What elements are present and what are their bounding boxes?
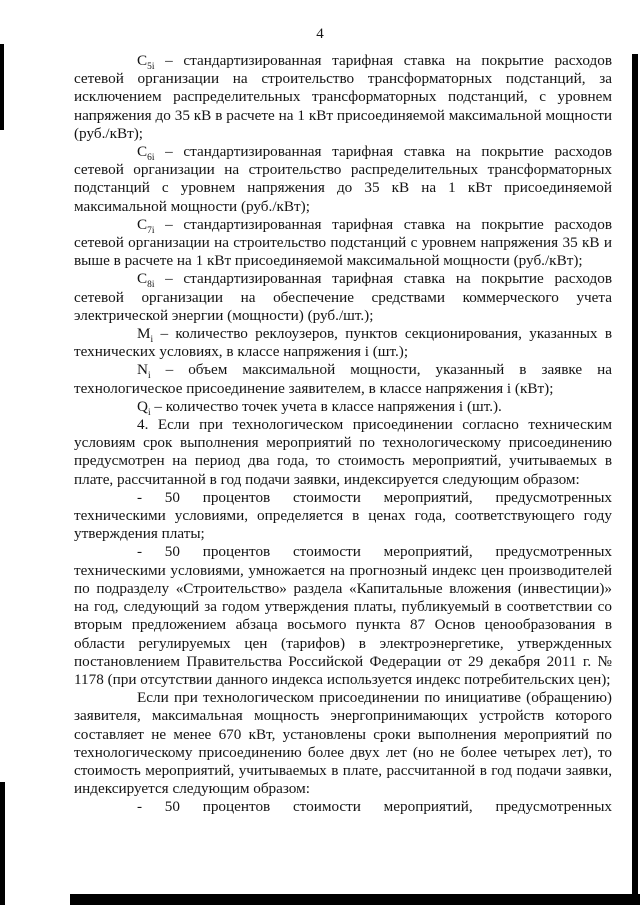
para-item-4 bbox=[74, 416, 612, 489]
term-subscript: i bbox=[150, 335, 154, 346]
para-text: - 50 процентов стоимости мероприятий, предусмотренных техническими условиями, умножается на прогнозный индекс цен производителей по подразделу «Строительство» раздела «Капитальные вложения (инвестиции)» на год, следующий за годом утверждения платы, публикуемый в соответствии со вторым предложением абзаца восьмого пункта 87 Основ ценообразования в области регулируемых цен (тарифов) в электроэнергетике, утвержденных постановлением Правительства Российской Федерации от 29 декабря 2011 г. № 1178 (при отсутствии данного индекса используется индекс потребительских цен); bbox=[74, 543, 612, 688]
term-letter: С bbox=[137, 143, 148, 161]
term-c6i bbox=[137, 143, 155, 164]
term-subscript: i bbox=[147, 371, 151, 382]
para-text: - 50 процентов стоимости мероприятий, предусмотренных техническими условиями, определяется в ценах года, соответствующего году утверждения платы; bbox=[74, 488, 612, 543]
para-term-c8i bbox=[74, 270, 612, 325]
term-letter: N bbox=[137, 361, 148, 379]
para-term-c5i bbox=[74, 52, 612, 143]
para-text: - 50 процентов стоимости мероприятий, предусмотренных bbox=[137, 798, 612, 816]
term-subscript: i bbox=[147, 407, 151, 418]
scan-artifact-right-bar bbox=[632, 54, 638, 905]
term-subscript: 8i bbox=[147, 280, 155, 291]
term-ni bbox=[137, 361, 151, 382]
term-subscript: 5i bbox=[147, 62, 155, 73]
scan-artifact-left-bottom-bar bbox=[0, 782, 5, 905]
para-text: – стандартизированная тарифная ставка на покрытие расходов сетевой организации на строительство трансформаторных подстанций, за исключением распределительных трансформаторных подстанций, с уровнем напряжения до 35 кВ в расчете на 1 кВт присоединяемой максимальной мощности (руб./кВт); bbox=[74, 52, 612, 142]
para-bullet-50pct-3-partial bbox=[74, 798, 612, 816]
term-letter: Q bbox=[137, 397, 148, 415]
term-c7i bbox=[137, 215, 155, 236]
para-text: – количество точек учета в классе напряжения i (шт.). bbox=[150, 397, 502, 415]
para-text: – объем максимальной мощности, указанный в заявке на технологическое присоединение заявителем, в классе напряжения i (кВт); bbox=[74, 361, 612, 397]
para-bullet-50pct-1 bbox=[74, 489, 612, 544]
scan-artifact-left-top-bar bbox=[0, 44, 4, 130]
scan-artifact-bottom-bar bbox=[70, 894, 640, 905]
para-text: 4. Если при технологическом присоединении согласно техническим условиям срок выполнения мероприятий по технологическому присоединению предусмотрен на период два года, то стоимость мероприятий, учитываемых в плате, рассчитанной в год подачи заявки, индексируется следующим образом: bbox=[74, 416, 612, 488]
para-text: – стандартизированная тарифная ставка на покрытие расходов сетевой организации на строительство подстанций с уровнем напряжения 35 кВ и выше в расчете на 1 кВт присоединяемой максимальной мощности (руб./кВт); bbox=[74, 215, 612, 270]
term-mi bbox=[137, 325, 154, 346]
term-letter: С bbox=[137, 52, 148, 69]
term-letter: М bbox=[137, 325, 151, 343]
document-body bbox=[74, 52, 612, 817]
term-subscript: 6i bbox=[147, 153, 155, 164]
para-text: – количество реклоузеров, пунктов секционирования, указанных в технических условиях, в классе напряжения i (шт.); bbox=[74, 325, 612, 361]
term-letter: С bbox=[137, 270, 148, 288]
para-term-c7i bbox=[74, 216, 612, 271]
term-subscript: 7i bbox=[147, 225, 155, 236]
para-term-qi bbox=[74, 398, 612, 416]
para-text: – стандартизированная тарифная ставка на покрытие расходов сетевой организации на обеспечение средствами коммерческого учета электрической энергии (мощности) (руб./шт.); bbox=[74, 270, 612, 324]
para-term-c6i bbox=[74, 143, 612, 216]
para-term-ni bbox=[74, 361, 612, 397]
term-qi bbox=[137, 397, 151, 418]
para-text: – стандартизированная тарифная ставка на покрытие расходов сетевой организации на строительство распределительных трансформаторных подстанций с уровнем напряжения до 35 кВ на 1 кВт присоединяемой максимальной мощности (руб./кВт); bbox=[74, 143, 612, 215]
para-initiative-clause bbox=[74, 689, 612, 798]
term-c5i bbox=[137, 52, 155, 73]
term-letter: С bbox=[137, 215, 148, 233]
para-text: Если при технологическом присоединении по инициативе (обращению) заявителя, максимальная мощность энергопринимающих устройств которого составляет не менее 670 кВт, установлены сроки выполнения мероприятий по технологическому присоединению более двух лет (но не более четырех лет), то стоимость мероприятий, учитываемых в плате, рассчитанной в год подачи заявки, индексируется следующим образом: bbox=[74, 689, 612, 798]
page-number: 4 bbox=[316, 26, 324, 42]
term-c8i bbox=[137, 270, 155, 291]
para-bullet-50pct-2 bbox=[74, 543, 612, 689]
para-term-mi bbox=[74, 325, 612, 361]
